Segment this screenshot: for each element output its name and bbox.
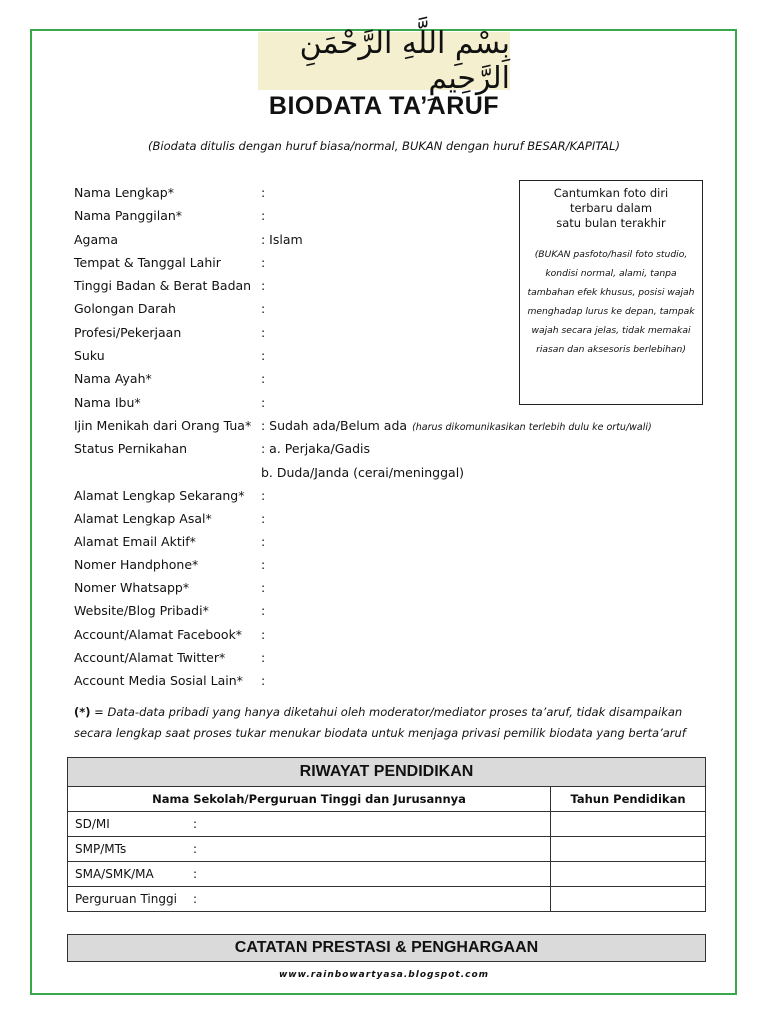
field-label: Nama Panggilan* xyxy=(74,208,183,223)
table-row xyxy=(68,887,706,912)
field-value[interactable] xyxy=(261,278,265,294)
field-value[interactable] xyxy=(261,301,265,317)
table-row xyxy=(68,812,706,837)
field-label: Account Media Sosial Lain* xyxy=(74,673,243,688)
field-value[interactable] xyxy=(261,465,464,481)
field-value[interactable] xyxy=(261,418,652,436)
table-row xyxy=(68,837,706,862)
photo-instruction-line: satu bulan terakhir xyxy=(556,216,666,230)
field-value-text: : xyxy=(261,580,266,595)
year-cell[interactable] xyxy=(551,862,706,887)
field-label: Agama xyxy=(74,232,118,247)
field-value[interactable] xyxy=(261,208,265,224)
page-subtitle: (Biodata ditulis dengan huruf biasa/normal, BUKAN dengan huruf BESAR/KAPITAL) xyxy=(148,139,620,153)
field-value[interactable] xyxy=(261,232,303,248)
field-label: Account/Alamat Twitter* xyxy=(74,650,226,665)
school-cell[interactable] xyxy=(68,812,551,837)
field-value-text: : xyxy=(261,301,266,316)
field-value[interactable] xyxy=(261,371,265,387)
field-value-text: : xyxy=(261,488,266,503)
field-value-text: : a. Perjaka/Gadis xyxy=(261,441,371,456)
field-label: Nama Ayah* xyxy=(74,371,152,386)
field-value-text: : xyxy=(261,208,266,223)
bismillah-calligraphy: بِسْمِ اللَّهِ الرَّحْمَنِ الرَّحِيمِ xyxy=(258,32,510,90)
field-value[interactable] xyxy=(261,673,265,689)
footnote xyxy=(74,702,704,744)
field-value[interactable] xyxy=(261,395,265,411)
field-value[interactable] xyxy=(261,650,265,666)
field-value[interactable] xyxy=(261,348,265,364)
field-value-text: b. Duda/Janda (cerai/meninggal) xyxy=(261,465,465,480)
field-value-text: : xyxy=(261,185,266,200)
field-note: (harus dikomunikasikan terlebih dulu ke ortu/wali) xyxy=(412,422,652,433)
field-value[interactable] xyxy=(261,441,370,457)
field-value-text: : xyxy=(261,278,266,293)
education-separator: : xyxy=(193,867,198,881)
school-cell[interactable] xyxy=(68,862,551,887)
year-cell[interactable] xyxy=(551,887,706,912)
education-separator: : xyxy=(193,817,198,831)
field-label: Alamat Lengkap Sekarang* xyxy=(74,488,245,503)
field-label: Nama Lengkap* xyxy=(74,185,174,200)
field-value[interactable] xyxy=(261,185,265,201)
field-value-text: : xyxy=(261,348,266,363)
field-value-text: : xyxy=(261,627,266,642)
footnote-marker: (*) xyxy=(74,705,91,719)
year-cell[interactable] xyxy=(551,812,706,837)
school-cell[interactable] xyxy=(68,837,551,862)
field-label: Suku xyxy=(74,348,105,363)
education-section-title: RIWAYAT PENDIDIKAN xyxy=(68,758,706,787)
field-value-text: : xyxy=(261,650,266,665)
field-value-text: : Islam xyxy=(261,232,303,247)
field-label: Tempat & Tanggal Lahir xyxy=(74,255,221,270)
year-cell[interactable] xyxy=(551,837,706,862)
field-value-text: : xyxy=(261,673,266,688)
photo-instruction-line: terbaru dalam xyxy=(569,201,653,215)
education-separator: : xyxy=(193,892,198,906)
photo-note: (BUKAN pasfoto/hasil foto studio, kondisi normal, alami, tanpa tambahan efek khusus, posisi wajah menghadap lurus ke depan, tampak wajah secara jelas, tidak memakai riasan dan aksesoris berlebihan) xyxy=(527,249,695,355)
field-value[interactable] xyxy=(261,627,265,643)
field-value[interactable] xyxy=(261,325,265,341)
footer-website[interactable]: www.rainbowartyasa.blogspot.com xyxy=(278,970,490,980)
education-separator: : xyxy=(193,842,198,856)
field-value-text: : xyxy=(261,534,266,549)
column-header-school: Nama Sekolah/Perguruan Tinggi dan Jurusannya xyxy=(68,787,551,812)
education-level-label: SMA/SMK/MA xyxy=(75,867,154,881)
field-label: Alamat Email Aktif* xyxy=(74,534,196,549)
field-value-text: : xyxy=(261,557,266,572)
field-label: Website/Blog Pribadi* xyxy=(74,603,209,618)
field-value[interactable] xyxy=(261,255,265,271)
table-row xyxy=(68,862,706,887)
field-value[interactable] xyxy=(261,511,265,527)
photo-instruction-line: Cantumkan foto diri xyxy=(553,186,669,200)
field-label: Nomer Whatsapp* xyxy=(74,580,190,595)
field-label: Status Pernikahan xyxy=(74,441,188,456)
field-label: Tinggi Badan & Berat Badan xyxy=(74,278,252,293)
page-title: BIODATA TA’ARUF xyxy=(268,92,500,120)
field-label: Profesi/Pekerjaan xyxy=(74,325,182,340)
education-level-label: Perguruan Tinggi xyxy=(75,892,177,906)
footnote-text: = Data-data pribadi yang hanya diketahui oleh moderator/mediator proses ta’aruf, tidak disampaikan secara lengkap saat proses tukar menukar biodata untuk menjaga privasi pemilik biodata yang berta’aruf xyxy=(74,705,686,740)
field-value[interactable] xyxy=(261,557,265,573)
field-value-text: : xyxy=(261,603,266,618)
field-label: Account/Alamat Facebook* xyxy=(74,627,243,642)
photo-placeholder-box xyxy=(519,180,703,405)
awards-section-title: CATATAN PRESTASI & PENGHARGAAN xyxy=(67,934,706,962)
field-value[interactable] xyxy=(261,534,265,550)
field-value[interactable] xyxy=(261,603,265,619)
field-value[interactable] xyxy=(261,580,265,596)
field-label: Nomer Handphone* xyxy=(74,557,199,572)
field-label: Nama Ibu* xyxy=(74,395,141,410)
field-label: Ijin Menikah dari Orang Tua* xyxy=(74,418,252,433)
field-label: Alamat Lengkap Asal* xyxy=(74,511,212,526)
field-value-text: : xyxy=(261,255,266,270)
field-value-text: : Sudah ada/Belum ada xyxy=(261,418,408,433)
field-value[interactable] xyxy=(261,488,265,504)
education-level-label: SMP/MTs xyxy=(75,842,127,856)
field-label: Golongan Darah xyxy=(74,301,176,316)
field-value-text: : xyxy=(261,371,266,386)
column-header-year: Tahun Pendidikan xyxy=(551,787,706,812)
field-value-text: : xyxy=(261,511,266,526)
school-cell[interactable] xyxy=(68,887,551,912)
education-level-label: SD/MI xyxy=(75,817,110,831)
field-value-text: : xyxy=(261,395,266,410)
education-table xyxy=(67,757,706,912)
field-value-text: : xyxy=(261,325,266,340)
